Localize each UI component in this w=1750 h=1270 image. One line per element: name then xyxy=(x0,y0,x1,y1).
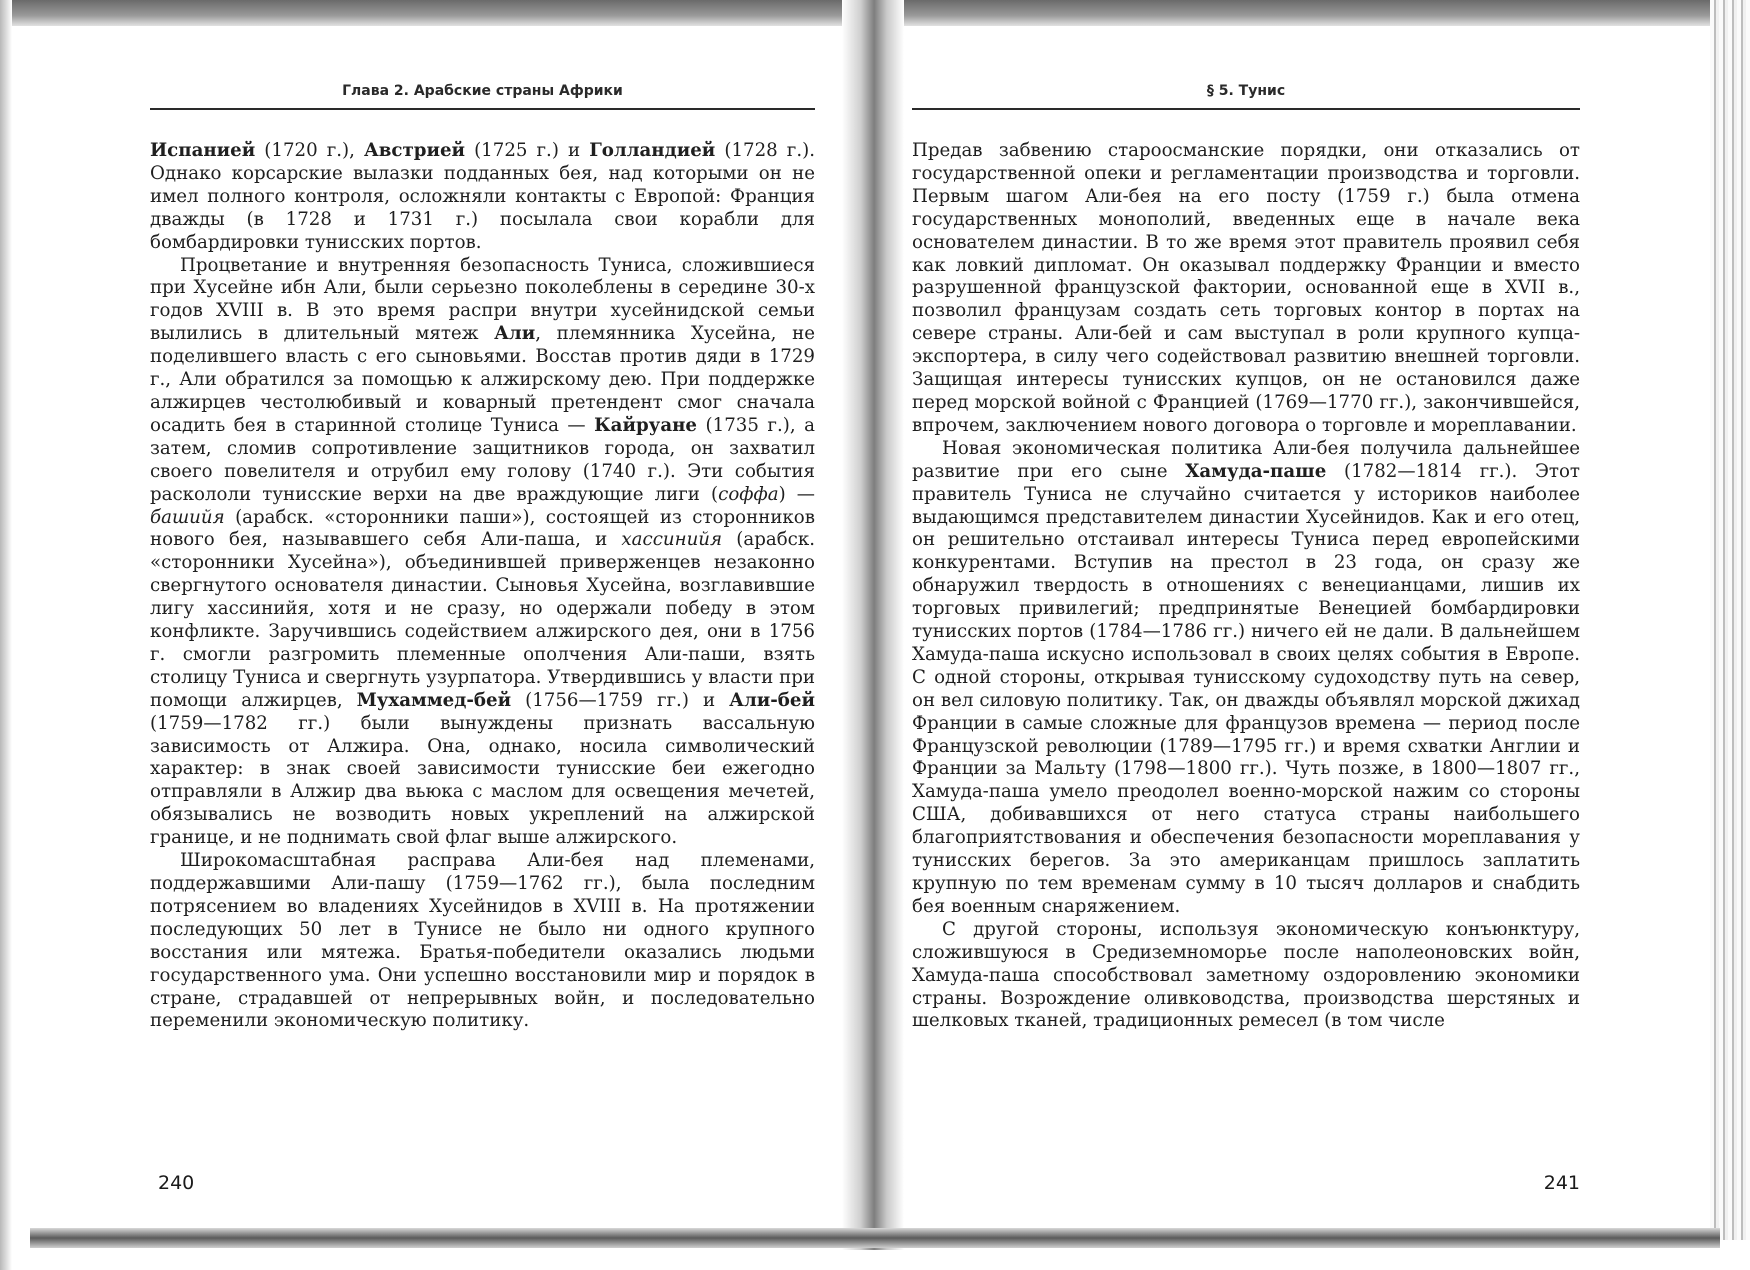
running-head: Глава 2. Арабские страны Африки xyxy=(342,83,623,99)
page-number: 241 xyxy=(1543,1172,1580,1194)
page-body xyxy=(150,140,815,1033)
bold-term: Австрией xyxy=(363,140,466,161)
bold-term: Испанией xyxy=(150,140,256,161)
bold-term: Хамуда-паше xyxy=(1185,460,1327,482)
paragraph xyxy=(150,850,815,1033)
text-run: (арабск. «сторонники паши»), состоящей из сторонников нового бея, называвшего себя Али-паша, и xyxy=(150,506,815,551)
page-body xyxy=(912,140,1580,1033)
bold-term: Мухаммед-бей xyxy=(356,689,512,711)
text-run: (1756—1759 гг.) и xyxy=(511,689,730,711)
scan-left-edge xyxy=(0,0,12,1270)
text-run: Процветание и внутренняя безопасность Туниса, сложившиеся при Хусейне ибн Али, были серьезно поколеблены в середине 30-х годов XVIII в. В это время распри внутри хусейнидской семьи вылились в длительный мятеж xyxy=(150,254,815,345)
paragraph xyxy=(150,255,815,851)
right-page xyxy=(912,0,1580,1230)
text-run: , племянника Хусейна, не поделившего власть с его сыновьями. Восстав против дяди в 1729 г., Али обратился за помощью к алжирскому дею. При поддержке алжирцев честолюбивый и коварный претендент смог сначала осадить бея в старинной столице Туниса — xyxy=(150,323,815,436)
italic-term: соффа xyxy=(718,483,779,505)
page-number: 240 xyxy=(158,1172,195,1194)
text-run: (1759—1782 гг.) были вынуждены признать вассальную зависимость от Алжира. Она, однако, носила символический характер: в знак своей зависимости тунисские беи ежегодно отправляли в Алжир два вьюка с маслом для освещения мечетей, обязывались не возводить новых укреплений на алжирской границе, и не поднимать свой флаг выше алжирского. xyxy=(150,712,815,849)
text-run: Новая экономическая политика Али-бея получила дальнейшее развитие при его сыне xyxy=(912,437,1580,482)
book-page-edges xyxy=(1710,0,1750,1240)
bold-term: Али xyxy=(494,323,536,345)
text-run: Предав забвению староосманские порядки, они отказались от государственной опеки и регламентации производства и торговли. Первым шагом Али-бея на его посту (1759 г.) была отмена государственных монополий, введенных еще в начале века основателем династии. В то же время этот правитель проявил себя как ловкий дипломат. Он оказывал поддержку Франции и вместо разрушенной французской фактории, основанной еще в XVII в., позволил французам создать сеть торговых контор в портах на севере страны. Али-бей и сам выступал в роли крупного купца-экспортера, в силу чего содействовал развитию внешней торговли. Защищая интересы тунисских купцов, он не остановился даже перед морской войной с Францией (1769—1770 гг.), закончившейся, впрочем, заключением нового договора о торговле и мореплавании. xyxy=(912,140,1580,436)
paragraph xyxy=(912,140,1580,438)
italic-term: башийя xyxy=(150,506,225,528)
paragraph xyxy=(912,438,1580,919)
bold-term: Али-бей xyxy=(729,689,815,711)
text-run: ) — xyxy=(778,483,815,505)
bold-term: Кайруане xyxy=(594,414,697,436)
text-run: С другой стороны, используя экономическую конъюнктуру, сложившуюся в Средиземноморье после наполеоновских войн, Хамуда-паша способствовал заметному оздоровлению экономики страны. Возрождение оливководства, производства шерстяных и шелковых тканей, традиционных ремесел (в том числе xyxy=(912,918,1580,1032)
text-run: (1782—1814 гг.). Этот правитель Туниса не случайно считается у историков наиболее выдающимся представителем династии Хусейнидов. Как и его отец, он решительно отстаивал интересы Туниса перед европейскими конкурентами. Вступив на престол в 23 года, он сразу же обнаружил твердость в отношениях с венецианцами, лишив их торговых привилегий; предпринятые Венецией бомбардировки тунисских портов (1784—1786 гг.) ничего ей не дали. В дальнейшем Хамуда-паша искусно использовал в своих целях события в Европе. С одной стороны, открывая тунисскому судоходству путь на север, он вел силовую политику. Так, он дважды объявлял морской джихад Франции в самые сложные для французов времена — период после Французской революции (1789—1795 гг.) и время схватки Англии и Франции за Мальту (1798—1800 гг.). Чуть позже, в 1800—1807 гг., Хамуда-паша умело преодолел военно-морской нажим со стороны США, добивавшихся от него статуса страны наибольшего благоприятствования и обеспечения безопасности мореплавания у тунисских берегов. За это американцам пришлось заплатить крупную по тем временам сумму в 10 тысяч долларов и снабдить бея военным снаряжением. xyxy=(912,460,1580,917)
text-run: Широкомасштабная расправа Али-бея над племенами, поддержавшими Али-пашу (1759—1762 гг.), была последним потрясением во владениях Хусейнидов в XVIII в. На протяжении последующих 50 лет в Тунисе не было ни одного крупного восстания или мятежа. Братья-победители оказались людьми государственного ума. Они успешно восстановили мир и порядок в стране, страдавшей от непрерывных войн, и последовательно переменили экономическую политику. xyxy=(150,850,815,1032)
header-rule xyxy=(912,108,1580,110)
book-gutter xyxy=(842,0,904,1250)
bold-term: Голландией xyxy=(589,140,716,161)
running-head: § 5. Тунис xyxy=(1206,83,1286,99)
paragraph xyxy=(912,919,1580,1034)
paragraph xyxy=(150,140,815,255)
scan-bottom-shadow xyxy=(30,1228,1720,1248)
text-run: (1725 г.) и xyxy=(465,140,590,161)
left-page xyxy=(150,0,815,1230)
text-run: (1728 г.). Однако корсарские вылазки подданных бея, над которыми он не имел полного контроля, осложняли контакты с Европой: Франция дважды (в 1728 и 1731 г.) посылала свои корабли для бомбардировки тунисских портов. xyxy=(150,140,815,253)
header-rule xyxy=(150,108,815,110)
italic-term: хассинийя xyxy=(621,529,723,551)
text-run: (арабск. «сторонники Хусейна»), объединившей приверженцев незаконно свергнутого основателя династии. Сыновья Хусейна, возглавившие лигу хассинийя, хотя и не сразу, но одержали победу в этом конфликте. Заручившись содействием алжирского дея, они в 1756 г. смогли разгромить племенные ополчения Али-паши, взять столицу Туниса и свергнуть узурпатора. Утвердившись у власти при помощи алжирцев, xyxy=(150,529,815,711)
text-run: (1720 г.), xyxy=(255,140,364,161)
text-run: (1735 г.), а затем, сломив сопротивление защитников города, он захватил своего повелителя и отрубил ему голову (1740 г.). Эти события раскололи тунисские верхи на две враждующие лиги ( xyxy=(150,414,815,505)
